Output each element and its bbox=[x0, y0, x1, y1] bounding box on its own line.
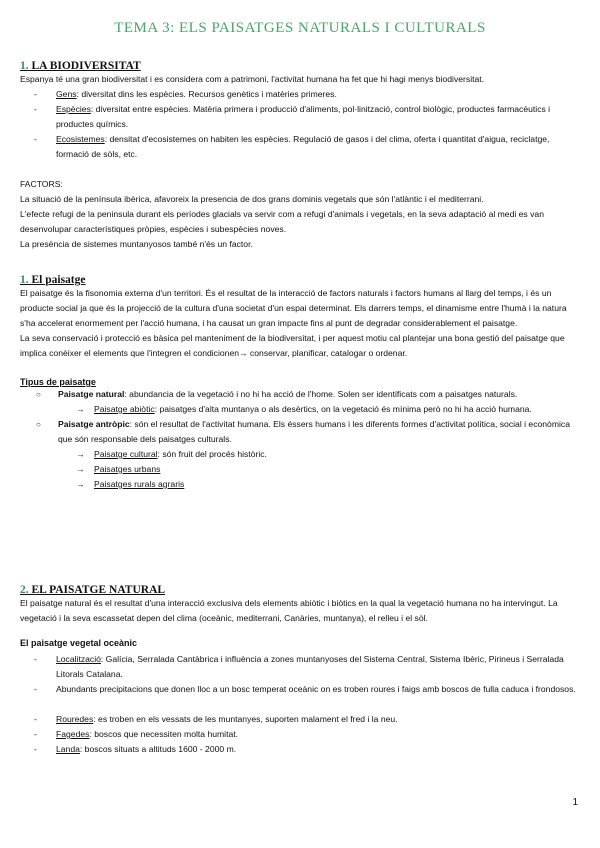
section-number: 1. bbox=[20, 274, 29, 286]
list-item bbox=[20, 652, 580, 682]
list-item bbox=[20, 712, 580, 727]
subsection-heading: Tipus de paisatge bbox=[20, 377, 96, 387]
list-item bbox=[20, 477, 580, 492]
bullet-list bbox=[20, 87, 580, 162]
section-biodiversitat bbox=[20, 60, 580, 252]
list-text: : paisatges d'alta muntanya o als desèrtics, on la vegetació és mínima però no hi ha acció humana. bbox=[154, 404, 532, 414]
list-term: Fagedes bbox=[56, 729, 90, 739]
page-number: 1 bbox=[572, 797, 578, 808]
section-paisatge-natural bbox=[20, 584, 580, 757]
list-term: Ecosistemes bbox=[56, 134, 105, 144]
section-title: EL PAISATGE NATURAL bbox=[31, 584, 166, 596]
arrow-icon: → bbox=[76, 464, 85, 474]
list-term: Paisatge abiòtic bbox=[94, 404, 155, 414]
list-item bbox=[20, 402, 580, 417]
arrow-list bbox=[20, 447, 580, 492]
section-heading bbox=[20, 60, 580, 72]
paragraph: Espanya té una gran biodiversitat i es considera com a patrimoni, l'activitat humana ha fet que hi hagi menys biodiversitat. bbox=[20, 74, 485, 84]
list-text: : es troben en els vessats de les muntanyes, suporten malament el fred i la neu. bbox=[93, 714, 398, 724]
list-item bbox=[20, 682, 580, 697]
paragraph: El paisatge és la fisonomia externa d'un territori. És el resultat de la interacció de factors naturals i factors humans al llarg del temps, i és un producte social ja que és la projecció de la cultura d'una societat d'un espai determinat. Els darrers temps, el dinamisme entre l'humà i la natura s'ha accelerat enormement per l'acció humana, i ha causat un gran impacte fins al punt de degradar considerablement el paisatge. bbox=[20, 288, 567, 328]
list-term: Gens bbox=[56, 89, 77, 99]
list-term: Espècies bbox=[56, 104, 91, 114]
list-text: : densitat d'ecosistemes on habiten les espècies. Regulació de gasos i del clima, oferta i quantitat d'aigua, reciclatge, formació de sòls, etc. bbox=[56, 134, 550, 159]
paragraph: La presència de sistemes muntanyosos també n'és un factor. bbox=[20, 239, 253, 249]
section-paisatge bbox=[20, 274, 580, 492]
list-item bbox=[20, 387, 580, 402]
section-heading bbox=[20, 274, 580, 286]
list-text: : boscos situats a altituds 1600 - 2000 m. bbox=[79, 744, 237, 754]
section-number: 1. bbox=[20, 60, 29, 72]
section-title: El paisatge bbox=[31, 274, 86, 286]
list-term: Paisatges urbans bbox=[94, 464, 161, 474]
list-text: : boscos que necessiten molta humitat. bbox=[89, 729, 239, 739]
arrow-icon: → bbox=[76, 404, 85, 414]
list-text: : abundancia de la vegetació i no hi ha acció de l'home. Solen ser identificats com a paisatges naturals. bbox=[124, 389, 518, 399]
paragraph: El paisatge natural és el resultat d'una interacció exclusiva dels elements abiòtic i biòtics en la qual la vegetació humana no ha intervingut. La vegetació i la seva escassetat depen del clima (oceànic, mediterrani, Canàries, muntanya), el relleu i el sòl. bbox=[20, 598, 558, 623]
list-term: Paisatge cultural bbox=[94, 449, 158, 459]
list-term: Localització bbox=[56, 654, 101, 664]
list-text: : diversitat dins les espècies. Recursos genètics i matèries primeres. bbox=[76, 89, 337, 99]
list-item bbox=[20, 87, 580, 102]
list-term: Rouredes bbox=[56, 714, 94, 724]
document-title: TEMA 3: ELS PAISATGES NATURALS I CULTURALS bbox=[114, 20, 486, 36]
bullet-list bbox=[20, 652, 580, 697]
list-item bbox=[20, 727, 580, 742]
paragraph: La seva conservació i protecció es bàsica pel manteniment de la biodiversitat, i per aquest motiu cal plantejar una bona gestió del paisatge que implica conèixer el elements que l'integren el condicionen→ conservar, planificar, catalogar o ordenar. bbox=[20, 333, 565, 358]
circle-list bbox=[20, 417, 580, 447]
section-heading bbox=[20, 584, 580, 596]
list-item bbox=[20, 102, 580, 132]
list-item bbox=[20, 132, 580, 162]
paragraph: La situació de la península ibèrica, afavoreix la presencia de dos grans dominis vegetals que són l'atlàntic i el mediterrani. bbox=[20, 194, 484, 204]
list-text: : són fruit del procés històric. bbox=[157, 449, 267, 459]
list-text: Abundants precipitacions que donen lloc a un bosc temperat oceànic on es troben roures i faigs amb boscos de fulla caduca i frondosos. bbox=[56, 684, 576, 694]
factors-label: FACTORS: bbox=[20, 179, 63, 189]
section-number: 2. bbox=[20, 584, 29, 596]
arrow-list bbox=[20, 402, 580, 417]
list-term: Paisatge antròpic bbox=[58, 419, 130, 429]
arrow-icon: → bbox=[76, 479, 85, 489]
list-item bbox=[20, 447, 580, 462]
arrow-icon: → bbox=[76, 449, 85, 459]
list-term: Paisatges rurals agraris bbox=[94, 479, 185, 489]
list-text: : són el resultat de l'activitat humana. Els éssers humans i les diferents formes d'activitat política, social i econòmica que són responsable dels paisatges culturals. bbox=[58, 419, 570, 444]
list-text: : diversitat entre espècies. Matèria primera i producció d'aliments, pol·linització, control biològic, productes farmacèutics i productes químics. bbox=[56, 104, 551, 129]
bullet-list bbox=[20, 712, 580, 757]
list-item bbox=[20, 417, 580, 447]
circle-list bbox=[20, 387, 580, 402]
list-item bbox=[20, 742, 580, 757]
section-title: LA BIODIVERSITAT bbox=[31, 60, 141, 72]
list-term: Landa bbox=[56, 744, 80, 754]
paragraph: L'efecte refugi de la peninsula durant els períodes glacials va servir com a refugi d'animals i vegetals, en la seva adaptació al medi es van desenvolupar característiques pròpies, espècies i subespècies noves. bbox=[20, 209, 544, 234]
list-item bbox=[20, 462, 580, 477]
list-text: : Galícia, Serralada Cantàbrica i influència a zones muntanyoses del Sistema Central, Sistema Ibèric, Pirineus i Serralada Litorals Catalana. bbox=[56, 654, 564, 679]
list-term: Paisatge natural bbox=[58, 389, 125, 399]
subsection-heading: El paisatge vegetal oceànic bbox=[20, 638, 138, 648]
